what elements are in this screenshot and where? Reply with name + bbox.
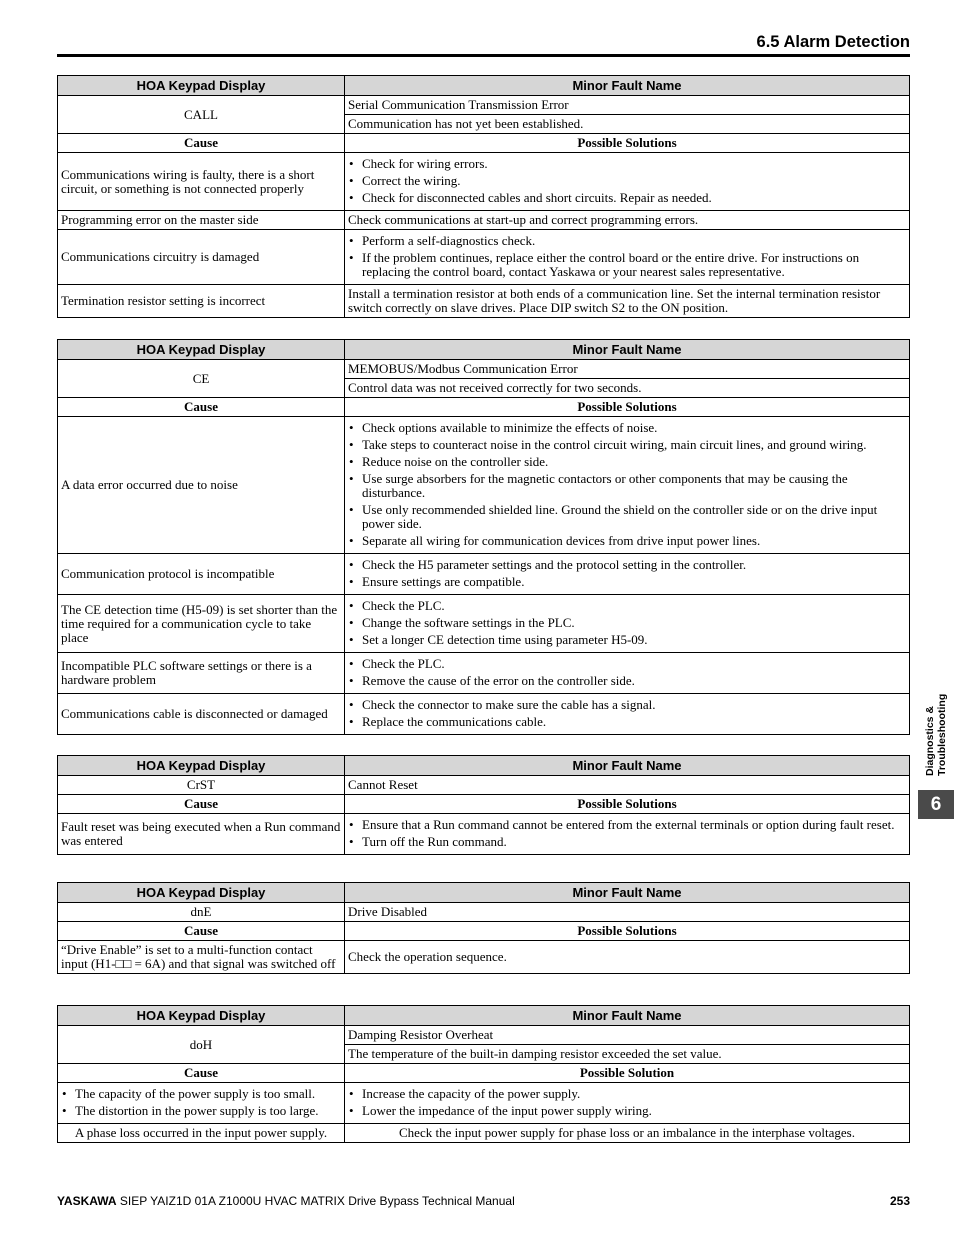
solution-cell [345,417,910,554]
side-label-line1: Diagnostics & [924,705,936,776]
solution-item: • Check for wiring errors. [348,157,906,171]
table-row [58,554,910,595]
solution-cell [345,153,910,211]
fault-name: Drive Disabled [345,903,910,922]
table-row [58,1124,910,1143]
solution-item: • Use surge absorbers for the magnetic contactors or other components that may be causing the disturbance. [348,472,906,500]
solution-item: • Increase the capacity of the power supply. [348,1087,906,1101]
solution-item: • Check for disconnected cables and short circuits. Repair as needed. [348,191,906,205]
fault-name: MEMOBUS/Modbus Communication Error [345,360,910,379]
solution-cell [345,230,910,285]
cause-cell: Communications circuitry is damaged [58,230,345,285]
solution-item: • Lower the impedance of the input power supply wiring. [348,1104,906,1118]
fault-description: Control data was not received correctly for two seconds. [345,379,910,398]
solution-item: • Reduce noise on the controller side. [348,455,906,469]
solution-item: • Perform a self-diagnostics check. [348,234,906,248]
solutions-header: Possible Solutions [345,922,910,941]
solution-item: • Check the PLC. [348,657,906,671]
solution-cell [345,814,910,855]
solution-item: • Turn off the Run command. [348,835,906,849]
cause-header: Cause [58,922,345,941]
solution-cell [345,554,910,595]
hoa-header: HOA Keypad Display [58,340,345,360]
table-row [58,814,910,855]
cause-header: Cause [58,1064,345,1083]
ce-fault-table [57,339,910,735]
cause-cell: Communications cable is disconnected or damaged [58,694,345,735]
cause-cell: A data error occurred due to noise [58,417,345,554]
solution-item: • Check the H5 parameter settings and the protocol setting in the controller. [348,558,906,572]
table-row [58,230,910,285]
solution-cell: Check the input power supply for phase loss or an imbalance in the interphase voltages. [345,1124,910,1143]
subheader-row [58,922,910,941]
solution-item: • Ensure that a Run command cannot be entered from the external terminals or option during fault reset. [348,818,906,832]
solution-cell: Check the operation sequence. [345,941,910,974]
dne-fault-table [57,882,910,974]
subheader-row [58,398,910,417]
hoa-header: HOA Keypad Display [58,1006,345,1026]
solution-cell [345,694,910,735]
table-row [58,153,910,211]
solutions-header: Possible Solutions [345,795,910,814]
subheader-row [58,795,910,814]
solutions-header: Possible Solution [345,1064,910,1083]
fault-name: Serial Communication Transmission Error [345,96,910,115]
solution-item: • Correct the wiring. [348,174,906,188]
header-rule [57,54,910,57]
solution-cell [345,595,910,653]
chapter-tab: 6 [918,790,954,819]
doh-fault-table [57,1005,910,1143]
footer-brand: YASKAWA [57,1194,117,1208]
solution-item: • Take steps to counteract noise in the control circuit wiring, main circuit lines, and ground wiring. [348,438,906,452]
minor-fault-header: Minor Fault Name [345,756,910,776]
cause-cell: Fault reset was being executed when a Run command was entered [58,814,345,855]
solution-item: • Set a longer CE detection time using parameter H5-09. [348,633,906,647]
minor-fault-header: Minor Fault Name [345,340,910,360]
solutions-header: Possible Solutions [345,134,910,153]
table-row [58,1083,910,1124]
fault-description: Communication has not yet been established. [345,115,910,134]
solution-item: • Check the PLC. [348,599,906,613]
table-row [58,211,910,230]
crst-fault-table [57,755,910,855]
table-row [58,285,910,318]
footer-manual-name: SIEP YAIZ1D 01A Z1000U HVAC MATRIX Drive Bypass Technical Manual [116,1194,515,1208]
solution-item: • Ensure settings are compatible. [348,575,906,589]
table-header-row [58,1006,910,1026]
cause-item: • The distortion in the power supply is too large. [61,1104,341,1118]
fault-code: dnE [58,903,345,922]
table-row [58,941,910,974]
cause-cell: A phase loss occurred in the input power supply. [58,1124,345,1143]
solution-item: • Replace the communications cable. [348,715,906,729]
table-header-row [58,340,910,360]
cause-header: Cause [58,134,345,153]
table-row [58,417,910,554]
minor-fault-header: Minor Fault Name [345,883,910,903]
minor-fault-header: Minor Fault Name [345,76,910,96]
cause-cell: Incompatible PLC software settings or there is a hardware problem [58,653,345,694]
solution-item: • Check the connector to make sure the cable has a signal. [348,698,906,712]
footer-doc-title [57,1194,515,1208]
solution-cell [345,653,910,694]
solution-item: • Separate all wiring for communication devices from drive input power lines. [348,534,906,548]
table-header-row [58,76,910,96]
cause-cell: Communication protocol is incompatible [58,554,345,595]
side-label-line2: Troubleshooting [936,693,948,776]
solution-item: • Remove the cause of the error on the controller side. [348,674,906,688]
solution-item: • Change the software settings in the PLC. [348,616,906,630]
fault-code: doH [58,1026,345,1064]
solution-item: • Check options available to minimize the effects of noise. [348,421,906,435]
fault-code: CrST [58,776,345,795]
hoa-header: HOA Keypad Display [58,883,345,903]
solution-cell: Install a termination resistor at both ends of a communication line. Set the internal termination resistor switch correctly on slave drives. Place DIP switch S2 to the ON position. [345,285,910,318]
fault-name: Damping Resistor Overheat [345,1026,910,1045]
cause-cell: “Drive Enable” is set to a multi-function contact input (H1-□□ = 6A) and that signal was switched off [58,941,345,974]
solutions-header: Possible Solutions [345,398,910,417]
solution-item: • Use only recommended shielded line. Ground the shield on the controller side or on the drive input power side. [348,503,906,531]
subheader-row [58,1064,910,1083]
hoa-header: HOA Keypad Display [58,76,345,96]
cause-cell: Communications wiring is faulty, there is a short circuit, or something is not connected properly [58,153,345,211]
cause-cell: Programming error on the master side [58,211,345,230]
fault-code: CE [58,360,345,398]
fault-code: CALL [58,96,345,134]
solution-cell [345,1083,910,1124]
minor-fault-header: Minor Fault Name [345,1006,910,1026]
table-row [58,694,910,735]
cause-header: Cause [58,398,345,417]
fault-name: Cannot Reset [345,776,910,795]
call-fault-table [57,75,910,318]
solution-cell: Check communications at start-up and correct programming errors. [345,211,910,230]
table-header-row [58,883,910,903]
table-header-row [58,756,910,776]
cause-cell: Termination resistor setting is incorrect [58,285,345,318]
cause-item: • The capacity of the power supply is too small. [61,1087,341,1101]
table-row [58,595,910,653]
hoa-header: HOA Keypad Display [58,756,345,776]
chapter-side-label [921,684,951,776]
cause-header: Cause [58,795,345,814]
table-row [58,653,910,694]
solution-item: • If the problem continues, replace either the control board or the entire drive. For instructions on replacing the control board, contact Yaskawa or your nearest sales representative. [348,251,906,279]
cause-cell [58,1083,345,1124]
fault-description: The temperature of the built-in damping resistor exceeded the set value. [345,1045,910,1064]
subheader-row [58,134,910,153]
page-number: 253 [889,1194,910,1208]
cause-cell: The CE detection time (H5-09) is set shorter than the time required for a communication cycle to take place [58,595,345,653]
section-title: 6.5 Alarm Detection [756,33,910,51]
